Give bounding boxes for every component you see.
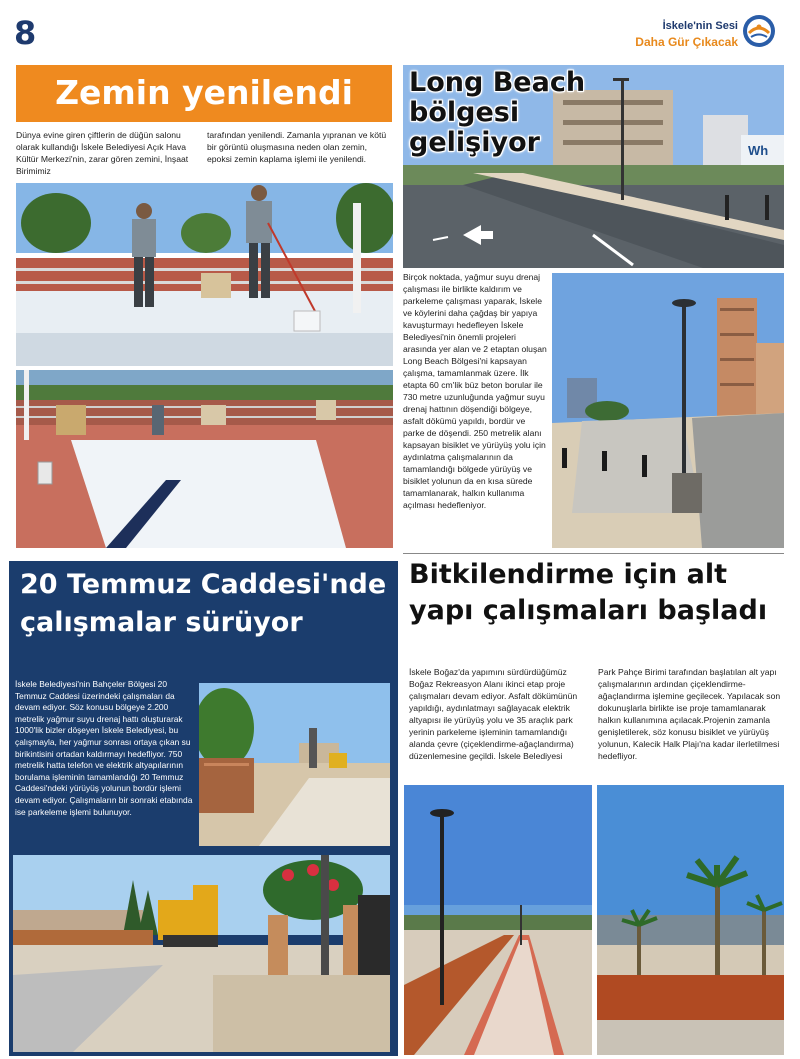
article1-title: Zemin yenilendi	[55, 73, 353, 112]
article4-text-col2: Park Pahçe Birimi tarafından başlatılan alt yapı çalışmalarının ardından çiçeklendirme-ağaçlandırma işlemine geçilecek. Yapılacak son dokunuşlarla birlikte ise proje tamamlanarak halkın kullanımına açılacak.Projenin zamanla genişletilerek, söz konusu bisiklet ve yürüyüş yolunun, Kalecik Halk Plajı'na kadar ilerletilmesi hedefliyor.	[598, 667, 781, 761]
article3-text: İskele Belediyesi'nin Bahçeler Bölgesi 20 Temmuz Caddesi üzerindeki çalışmaları da devam ediyor. Söz konusu bölgeye 2.200 metrelik yağmur suyu drenaj hattı oluşturarak 1000'lik bizler döşeyen İskele Belediyesi, bu çalışmayla, her yağmur sonrası ortaya çıkan su birikintisini ortadan kaldırmayı hedefliyor. 750 metrelik hatta telefon ve elektrik altyapılarının borulama işleminin tamamlandığı 20 Temmuz Caddesi'ndeki yürüyüş yolunun bordür işlemi devam ediyor. Çalışmaların bir sonraki etabında ise parkeleme işlemi bulunuyor.	[15, 679, 193, 817]
article3-photo-digger	[13, 855, 390, 1052]
municipality-logo	[742, 14, 776, 48]
article4-text-col1: İskele Boğaz'da yapımını sürdürdüğümüz Boğaz Rekreasyon Alanı ikinci etap proje çalışmaları devam ediyor. Asfalt dökümünün yapıldığı, aydınlatmayı sağlayacak elektrik altyapısı ile yürüyüş yolu ve 35 araçlık park yerinin parkeleme işleminin tamamlandığı alanda çevre (çiçeklendirme-ağaçlandırma) düzenlemesine geçildi. İskele Belediyesi	[409, 667, 578, 761]
page-number: 8	[14, 14, 37, 52]
article1-text-col2: tarafından yenilendi. Zamanla yıpranan ve kötü bir görüntü oluşmasına neden olan zemin, epoksi zemin kaplama işlemi ile yenilendi.	[207, 130, 387, 164]
article1-text-col1: Dünya evine giren çiftlerin de düğün salonu olarak kullandığı İskele Belediyesi Açık Hava Kültür Merkezi'nin, zarar gören zemini, İnşaat Birimimiz	[16, 130, 189, 176]
article3-title: 20 Temmuz Caddesi'nde çalışmalar sürüyor	[20, 569, 387, 638]
article2-text: Birçok noktada, yağmur suyu drenaj çalışması ile birlikte kaldırım ve parkeleme çalışması yaparak, İskele ve köylerini daha çağdaş bir yapıya kavuşturmayı hedefleyen İskele Belediyesi'nin önemli projeleri arasında yer alan ve 2 etaptan oluşan Long Beach Bölgesi'ni kapsayan çalışma, tamamlanmak üzere. İlk etapta 60 cm'lik büz beton borular ile 730 metre uzunluğunda yağmur suyu drenaj hattının döşendiği bölgeye, asfalt dökümü yapıldı, bordür ve parke de döşendi. 250 metrelik alanı kapsayan bisiklet ve yürüyüş yolu için aydınlatma çalışmalarının da tamamlandığı bölgede yürüyüş ve bisiklet yolunun da en kısa sürede tamamlanarak, halkın kullanıma açılması hedefleniyor.	[403, 272, 547, 510]
article4-photo-palms	[597, 785, 784, 1055]
article4-title: Bitkilendirme için alt yapı çalışmaları başladı	[409, 559, 768, 626]
masthead-slogan-line1: İskele'nin Sesi	[662, 20, 738, 32]
section-divider	[403, 553, 784, 554]
article4-photo-walkway	[404, 785, 592, 1055]
article3-photo-excavation	[199, 683, 390, 846]
article1-photo-workers	[16, 183, 393, 366]
billboard-sign-text: Wh	[748, 143, 769, 158]
article2-photo-bike-path	[552, 273, 784, 548]
masthead-slogan-line2: Daha Gür Çıkacak	[635, 35, 738, 49]
article2-title: Long Beach bölgesi gelişiyor	[409, 67, 586, 158]
article1-photo-floor	[16, 370, 393, 548]
